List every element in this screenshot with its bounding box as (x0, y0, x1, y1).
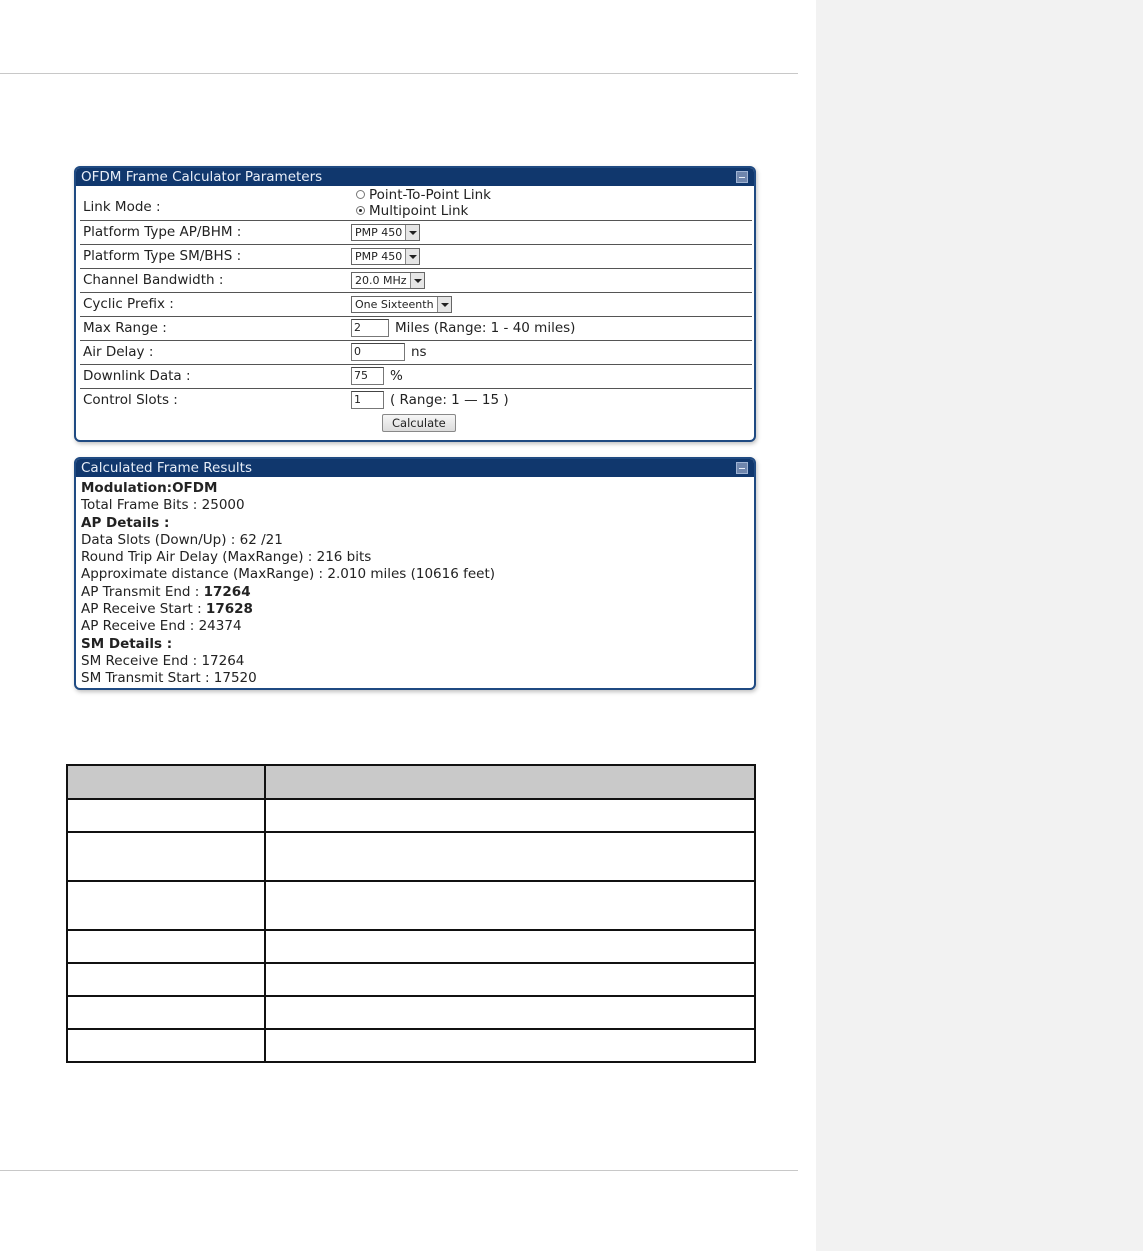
params-panel (74, 166, 756, 442)
chevron-down-icon[interactable] (405, 225, 419, 240)
calculate-button[interactable]: Calculate (382, 414, 456, 432)
row-cyclic-prefix (80, 292, 752, 316)
table-cell (265, 1029, 755, 1062)
row-max-range (80, 316, 752, 340)
table-cell (265, 832, 755, 881)
control-slots-label: Control Slots : (83, 392, 178, 409)
table-cell (265, 930, 755, 963)
results-panel-title: Calculated Frame Results (81, 460, 253, 476)
downlink-data-label: Downlink Data : (80, 364, 348, 388)
downlink-data-input[interactable]: 75 (351, 367, 384, 385)
params-panel-title: OFDM Frame Calculator Parameters (81, 169, 323, 185)
row-platform-sm (80, 244, 752, 268)
sm-details-heading: SM Details : (81, 635, 173, 652)
link-mode-label: Link Mode : (80, 186, 348, 220)
table-header-cell (265, 765, 755, 799)
right-sidebar (816, 0, 1143, 1251)
table-row (67, 832, 755, 881)
downlink-data-suffix: % (390, 368, 403, 384)
table-cell (265, 799, 755, 832)
collapse-icon[interactable] (736, 462, 748, 474)
table-row (67, 930, 755, 963)
control-slots-input[interactable]: 1 (351, 391, 384, 409)
table-cell (265, 963, 755, 996)
info-table (66, 764, 756, 1063)
table-row (67, 881, 755, 930)
ap-transmit-end-value: 17264 (203, 583, 251, 600)
chevron-down-icon[interactable] (437, 297, 451, 312)
footer-rule (0, 1170, 798, 1171)
air-delay-label: Air Delay : (80, 340, 348, 364)
radio-off-icon[interactable] (356, 190, 365, 199)
radio-point-to-point-label: Point-To-Point Link (369, 186, 491, 203)
ap-transmit-end-label: AP Transmit End : (81, 583, 204, 600)
total-frame-bits: Total Frame Bits : 25000 (81, 497, 245, 514)
cyclic-prefix-select[interactable] (351, 296, 452, 313)
results-panel (74, 457, 756, 690)
params-table (80, 186, 752, 412)
platform-sm-select[interactable] (351, 248, 420, 265)
ap-receive-start (81, 601, 754, 618)
row-channel-bandwidth (80, 268, 752, 292)
ap-transmit-end (81, 584, 754, 601)
row-control-slots (80, 388, 752, 412)
control-slots-suffix: ( Range: 1 — 15 ) (390, 392, 509, 409)
air-delay-input[interactable]: 0 (351, 343, 405, 361)
row-air-delay (80, 340, 752, 364)
table-header-row (67, 765, 755, 799)
radio-multipoint-label: Multipoint Link (369, 202, 469, 219)
table-cell (67, 963, 265, 996)
table-cell (67, 996, 265, 1029)
platform-ap-value: PMP 450 (355, 225, 403, 239)
table-row (67, 963, 755, 996)
table-header-cell (67, 765, 265, 799)
sm-transmit-start: SM Transmit Start : 17520 (81, 670, 257, 687)
radio-multipoint[interactable] (351, 203, 752, 219)
table-cell (67, 881, 265, 930)
table-row (67, 799, 755, 832)
table-cell (265, 996, 755, 1029)
chevron-down-icon[interactable] (410, 273, 424, 288)
max-range-suffix: Miles (Range: 1 - 40 miles) (395, 320, 576, 336)
chevron-down-icon[interactable] (405, 249, 419, 264)
max-range-input[interactable]: 2 (351, 319, 389, 337)
table-cell (67, 832, 265, 881)
link-mode-options (348, 186, 752, 220)
channel-bandwidth-value: 20.0 MHz (355, 273, 407, 287)
platform-sm-value: PMP 450 (355, 249, 403, 263)
row-platform-ap (80, 220, 752, 244)
sm-receive-end: SM Receive End : 17264 (81, 652, 245, 669)
results-body (76, 477, 754, 688)
ap-receive-start-label: AP Receive Start : (81, 601, 206, 618)
table-cell (265, 881, 755, 930)
data-slots: Data Slots (Down/Up) : 62 /21 (81, 531, 283, 548)
ap-receive-end: AP Receive End : 24374 (81, 618, 242, 635)
channel-bandwidth-select[interactable] (351, 272, 425, 289)
platform-sm-label: Platform Type SM/BHS : (80, 244, 348, 268)
header-rule (0, 73, 798, 74)
table-row (67, 996, 755, 1029)
results-panel-header (76, 459, 754, 477)
table-cell (67, 1029, 265, 1062)
cyclic-prefix-label: Cyclic Prefix : (80, 292, 348, 316)
platform-ap-select[interactable] (351, 224, 420, 241)
table-cell (67, 799, 265, 832)
modulation: Modulation:OFDM (81, 480, 218, 496)
row-downlink-data (80, 364, 752, 388)
max-range-label: Max Range : (80, 316, 348, 340)
params-panel-header (76, 168, 754, 186)
platform-ap-label: Platform Type AP/BHM : (80, 220, 348, 244)
ap-receive-start-value: 17628 (205, 601, 253, 618)
radio-point-to-point[interactable] (351, 187, 752, 203)
round-trip-air-delay: Round Trip Air Delay (MaxRange) : 216 bits (81, 549, 372, 566)
radio-on-icon[interactable] (356, 206, 365, 215)
row-link-mode (80, 186, 752, 220)
air-delay-suffix: ns (411, 344, 427, 360)
collapse-icon[interactable] (736, 171, 748, 183)
ap-details-heading: AP Details : (81, 514, 170, 531)
approximate-distance: Approximate distance (MaxRange) : 2.010 miles (10616 feet) (81, 566, 496, 583)
channel-bandwidth-label: Channel Bandwidth : (80, 268, 348, 292)
table-cell (67, 930, 265, 963)
table-row (67, 1029, 755, 1062)
cyclic-prefix-value: One Sixteenth (355, 297, 434, 311)
